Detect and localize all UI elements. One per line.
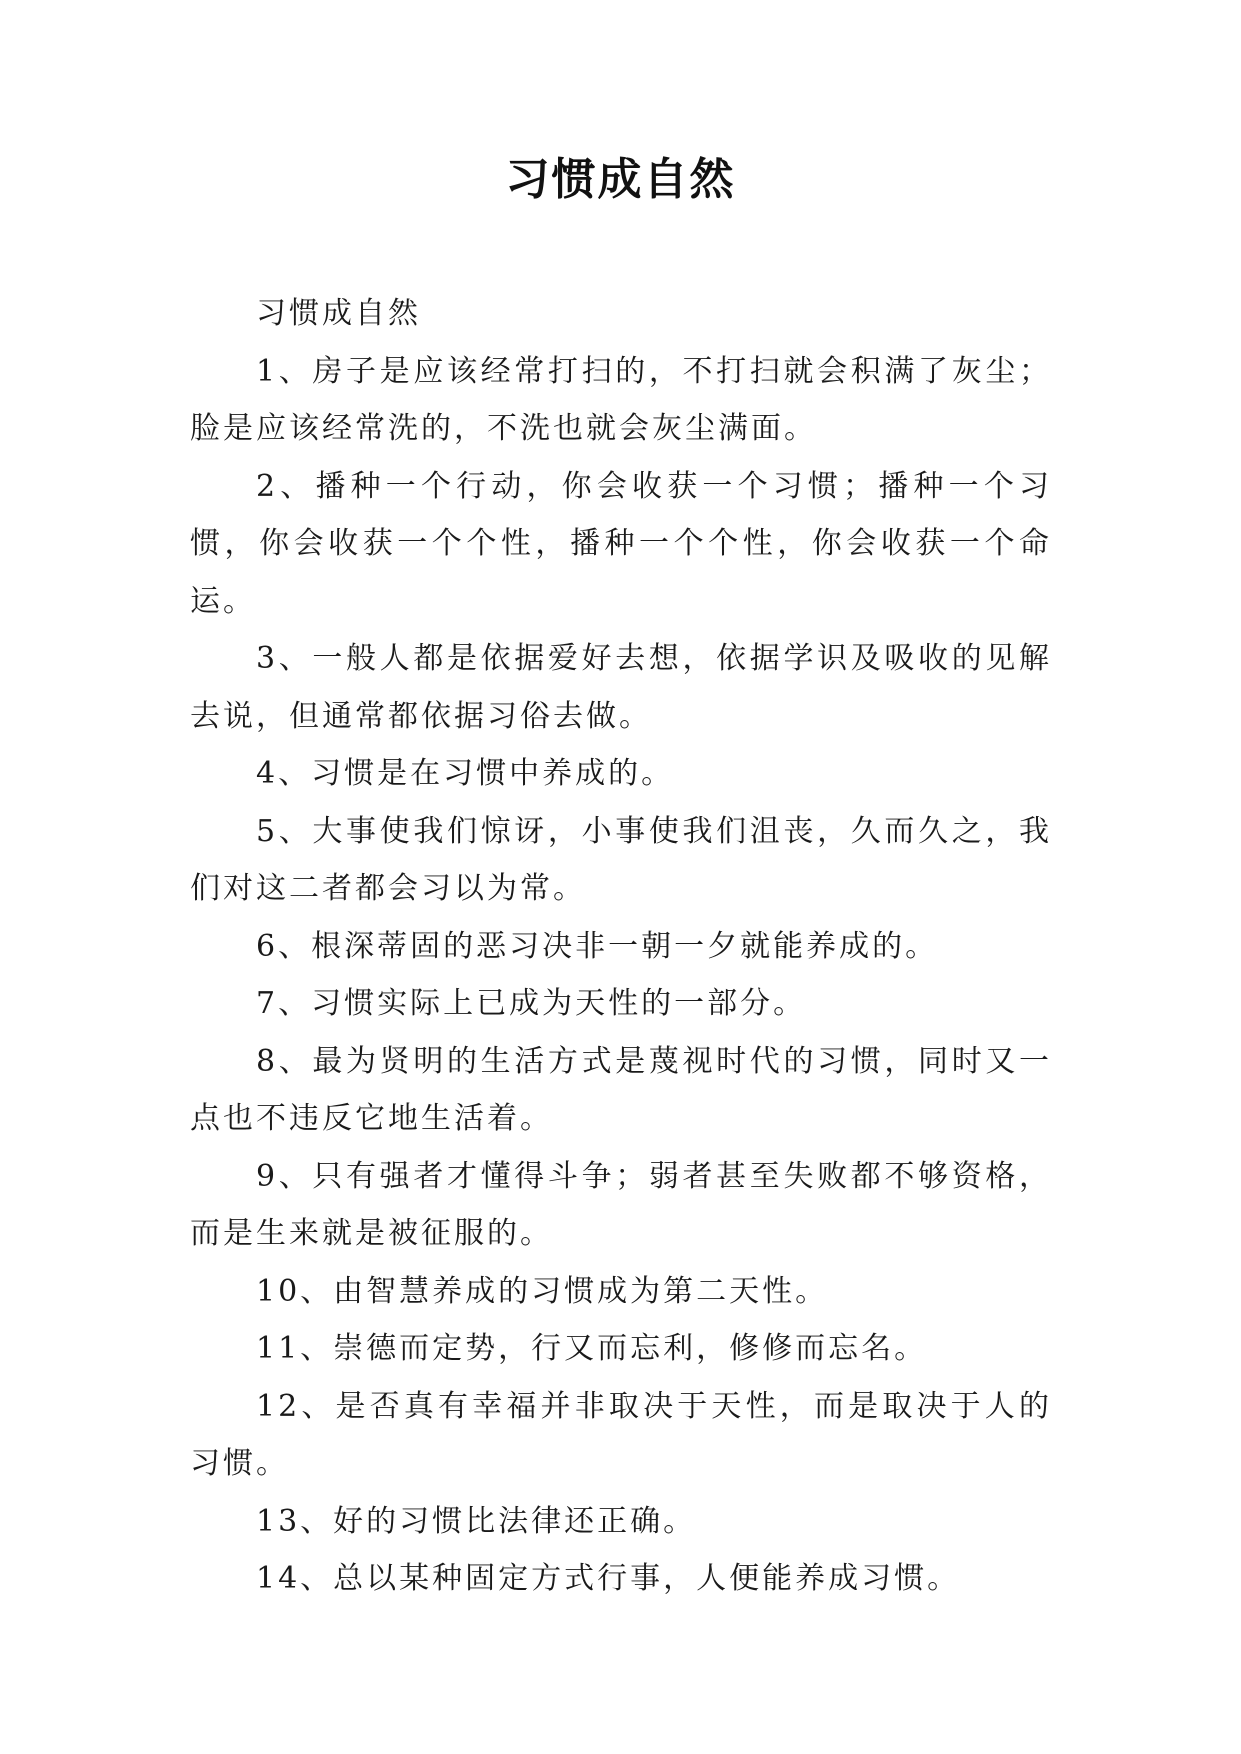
document-title: 习惯成自然 xyxy=(505,154,736,205)
paragraph-item-9: 9、只有强者才懂得斗争；弱者甚至失败都不够资格，而是生来就是被征服的。 xyxy=(190,1158,1052,1251)
paragraph-item-10: 10、由智慧养成的习惯成为第二天性。 xyxy=(256,1273,829,1309)
paragraph-item-5: 5、大事使我们惊讶，小事使我们沮丧，久而久之，我们对这二者都会习以为常。 xyxy=(190,813,1052,906)
paragraph-item-13: 13、好的习惯比法律还正确。 xyxy=(256,1503,697,1539)
paragraph-item-8: 8、最为贤明的生活方式是蔑视时代的习惯，同时又一点也不违反它地生活着。 xyxy=(190,1043,1052,1136)
paragraph-item-4: 4、习惯是在习惯中养成的。 xyxy=(256,756,675,791)
paragraph-item-14: 14、总以某种固定方式行事，人便能养成习惯。 xyxy=(256,1561,961,1596)
paragraph-item-3: 3、一般人都是依据爱好去想，依据学识及吸收的见解去说，但通常都依据习俗去做。 xyxy=(190,641,1052,734)
paragraph-item-11: 11、崇德而定势，行又而忘利，修修而忘名。 xyxy=(256,1331,928,1366)
paragraph-heading: 习惯成自然 xyxy=(256,296,421,331)
paragraph-item-1: 1、房子是应该经常打扫的，不打扫就会积满了灰尘；脸是应该经常洗的，不洗也就会灰尘满面。 xyxy=(190,353,1052,446)
paragraph-item-2: 2、播种一个行动，你会收获一个习惯；播种一个习惯，你会收获一个个性，播种一个个性，你会收获一个命运。 xyxy=(190,468,1052,619)
paragraph-item-7: 7、习惯实际上已成为天性的一部分。 xyxy=(256,986,807,1021)
document-body xyxy=(190,285,1052,1608)
paragraph-item-12: 12、是否真有幸福并非取决于天性，而是取决于人的习惯。 xyxy=(190,1388,1052,1481)
paragraph-item-6: 6、根深蒂固的恶习决非一朝一夕就能养成的。 xyxy=(256,928,939,964)
